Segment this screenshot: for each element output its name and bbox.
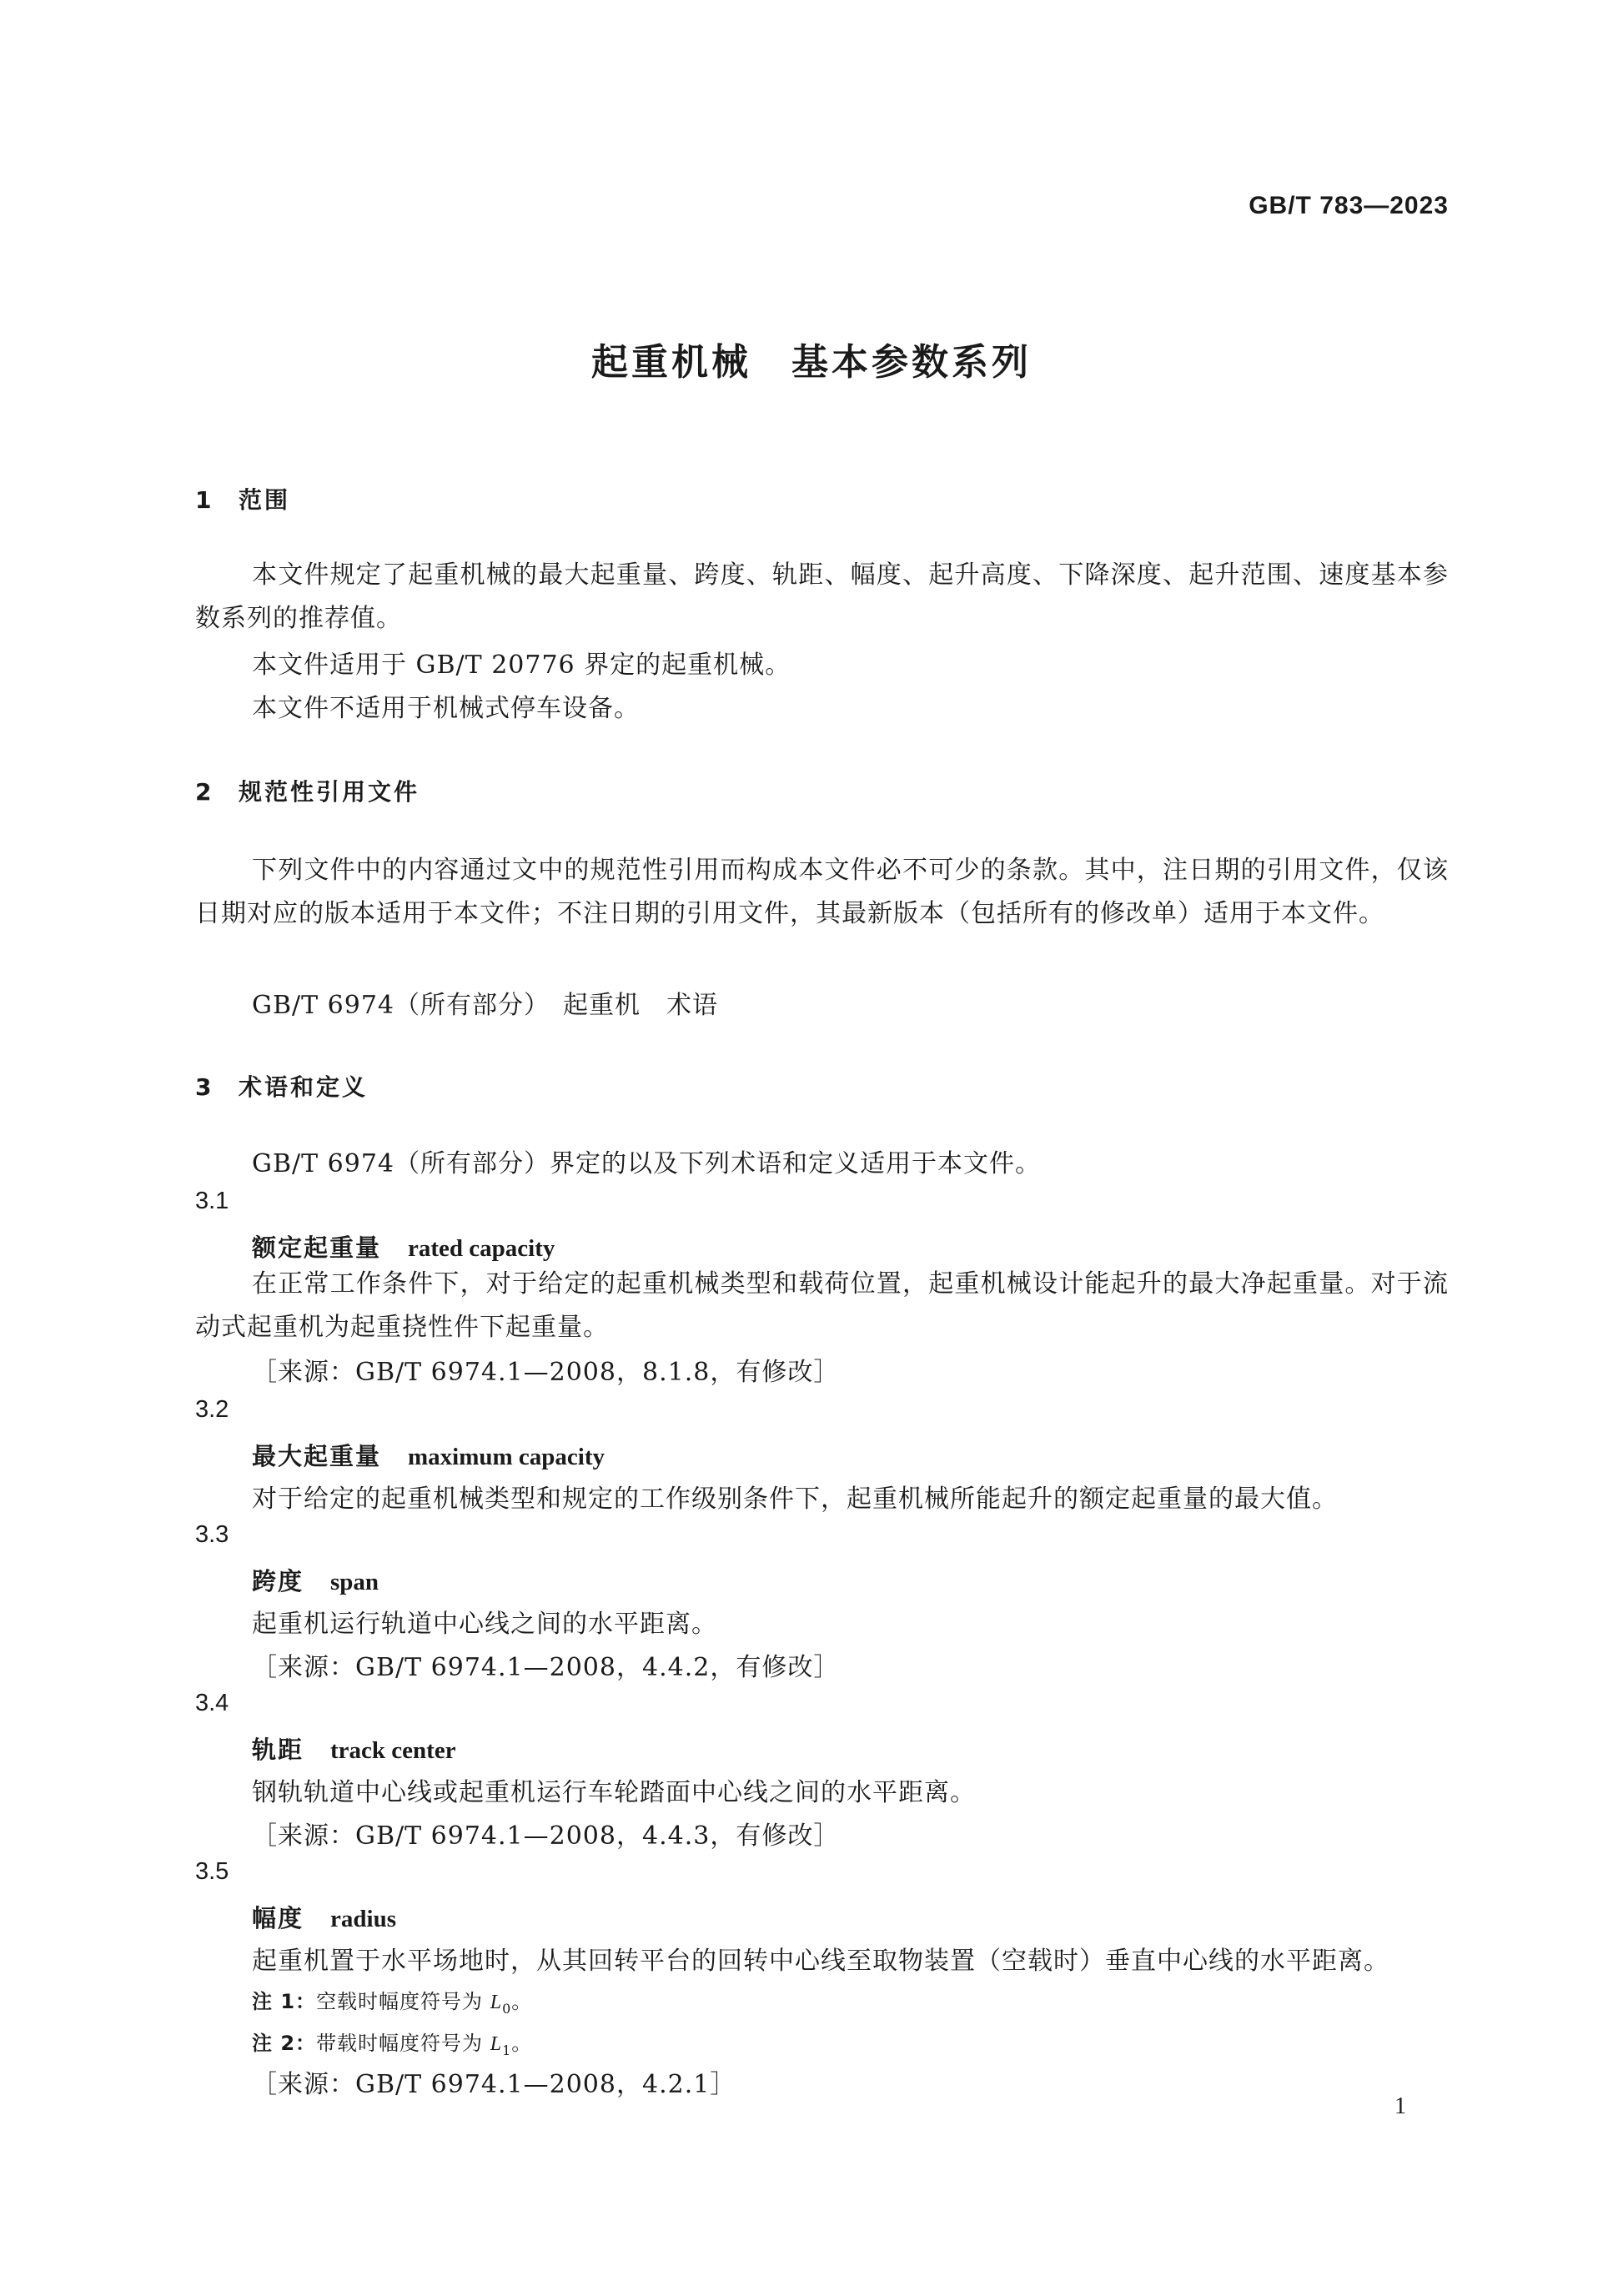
term-heading bbox=[252, 1563, 379, 1597]
term-heading bbox=[252, 1731, 456, 1766]
term-number: 3.1 bbox=[195, 1188, 229, 1214]
term-definition: 在正常工作条件下，对于给定的起重机械类型和载荷位置，起重机械设计能起升的最大净起重量。对于流动式起重机为起重挠性件下起重量。 bbox=[195, 1269, 1449, 1342]
term-definition: 对于给定的起重机械类型和规定的工作级别条件下，起重机械所能起升的额定起重量的最大值。 bbox=[252, 1485, 1338, 1514]
scope-paragraph-1: 本文件规定了起重机械的最大起重量、跨度、轨距、幅度、起升高度、下降深度、起升范围、速度基本参数系列的推荐值。 bbox=[195, 560, 1449, 633]
note-2 bbox=[252, 2027, 532, 2058]
term-heading bbox=[252, 1438, 605, 1472]
term-en: span bbox=[330, 1569, 379, 1595]
title-part-2: 基本参数系列 bbox=[791, 341, 1032, 384]
term-heading bbox=[252, 1900, 396, 1934]
term-zh: 最大起重量 bbox=[252, 1442, 382, 1470]
term-zh: 轨距 bbox=[252, 1736, 304, 1764]
term-number: 3.2 bbox=[195, 1396, 229, 1423]
document-title bbox=[0, 332, 1623, 385]
term-zh: 跨度 bbox=[252, 1567, 304, 1595]
section-title: 规范性引用文件 bbox=[239, 778, 420, 806]
term-definition: 钢轨轨道中心线或起重机运行车轮踏面中心线之间的水平距离。 bbox=[252, 1778, 976, 1807]
term-source: ［来源：GB/T 6974.1—2008，4.4.3，有修改］ bbox=[252, 1821, 840, 1851]
terms-intro: GB/T 6974（所有部分）界定的以及下列术语和定义适用于本文件。 bbox=[252, 1149, 1042, 1178]
note-text: 带载时幅度符号为 bbox=[316, 2032, 490, 2055]
term-zh: 额定起重量 bbox=[252, 1233, 382, 1262]
term-number: 3.3 bbox=[195, 1521, 229, 1548]
section-2-heading bbox=[195, 774, 420, 807]
section-title: 术语和定义 bbox=[239, 1073, 369, 1101]
term-source: ［来源：GB/T 6974.1—2008，4.2.1］ bbox=[252, 2070, 736, 2099]
note-1 bbox=[252, 1985, 532, 2017]
symbol: L bbox=[490, 2033, 503, 2055]
term-en: maximum capacity bbox=[408, 1444, 605, 1470]
section-title: 范围 bbox=[239, 486, 291, 514]
term-definition: 起重机运行轨道中心线之间的水平距离。 bbox=[252, 1610, 717, 1639]
note-label: 注 1： bbox=[252, 1990, 317, 2013]
scope-paragraph-3: 本文件不适用于机械式停车设备。 bbox=[252, 694, 640, 723]
note-end: 。 bbox=[511, 2032, 533, 2055]
section-number: 3 bbox=[195, 1073, 214, 1101]
term-source: ［来源：GB/T 6974.1—2008，4.4.2，有修改］ bbox=[252, 1653, 840, 1682]
section-3-heading bbox=[195, 1069, 368, 1103]
section-number: 2 bbox=[195, 778, 214, 806]
term-en: radius bbox=[330, 1906, 396, 1932]
term-heading bbox=[252, 1229, 555, 1264]
standard-code: GB/T 783—2023 bbox=[1249, 192, 1449, 219]
section-number: 1 bbox=[195, 486, 214, 514]
term-zh: 幅度 bbox=[252, 1904, 304, 1932]
term-en: track center bbox=[330, 1737, 456, 1764]
symbol: L bbox=[490, 1992, 503, 2013]
section-1-heading bbox=[195, 482, 290, 515]
term-number: 3.4 bbox=[195, 1690, 229, 1716]
term-source: ［来源：GB/T 6974.1—2008，8.1.8，有修改］ bbox=[252, 1358, 840, 1387]
term-en: rated capacity bbox=[408, 1235, 555, 1262]
note-text: 空载时幅度符号为 bbox=[316, 1990, 490, 2013]
title-part-1: 起重机械 bbox=[591, 341, 751, 384]
term-definition: 起重机置于水平场地时，从其回转平台的回转中心线至取物装置（空载时）垂直中心线的水平距离。 bbox=[252, 1947, 1389, 1976]
symbol-subscript: 1 bbox=[502, 2042, 512, 2058]
term-number: 3.5 bbox=[195, 1858, 229, 1885]
normative-references-paragraph: 下列文件中的内容通过文中的规范性引用而构成本文件必不可少的条款。其中，注日期的引用文件，仅该日期对应的版本适用于本文件；不注日期的引用文件，其最新版本（包括所有的修改单）适用于本文件。 bbox=[195, 856, 1449, 928]
scope-paragraph-2: 本文件适用于 GB/T 20776 界定的起重机械。 bbox=[252, 651, 791, 680]
normative-reference-item: GB/T 6974（所有部分） 起重机 术语 bbox=[252, 991, 719, 1020]
note-label: 注 2： bbox=[252, 2032, 317, 2055]
symbol-subscript: 0 bbox=[502, 2000, 512, 2017]
note-end: 。 bbox=[511, 1990, 533, 2013]
page-number: 1 bbox=[1394, 2093, 1406, 2119]
